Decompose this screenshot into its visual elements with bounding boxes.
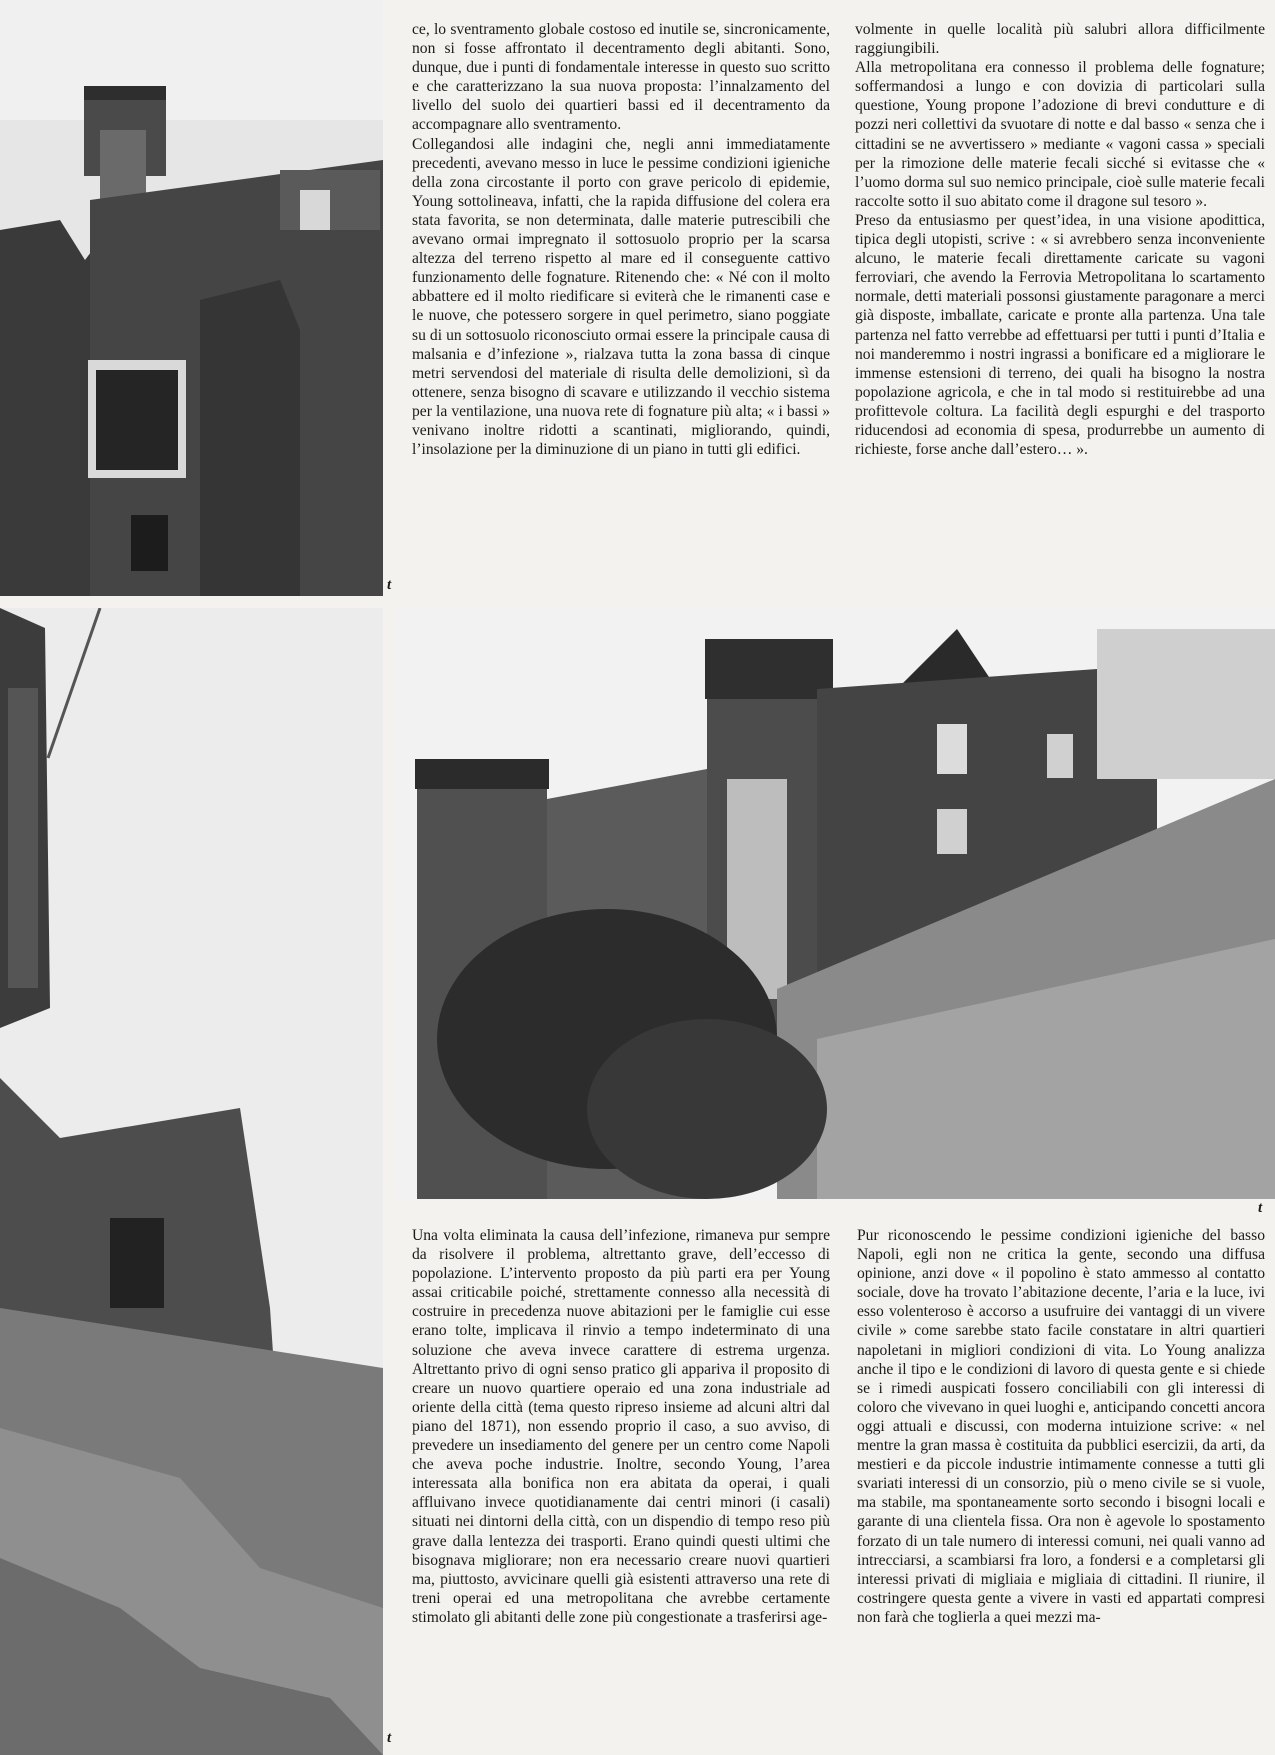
paragraph: Preso da entusiasmo per quest’idea, in una visione apodittica, tipica degli utopisti, scrive : « si avrebbero senza inconveniente alcuno, le materie fecali direttamente caricate su vagoni ferroviari, che avendo la Ferrovia Metropolitana lo scartamento normale, detti materiali possonsi giustamente paragonare a merci già disposte, imballate, caricate e pronte alla partenza. Una tale partenza nel fatto verrebbe ad effettuarsi per tutti i punti d’Italia e noi manderemmo i nostri ingrassi a bonificare ed a migliorare le immense estensioni di terreno, dei quali ha bisogno la nostra popolazione agricola, e che in tal modo si restituirebbe ad una profittevole coltura. La facilità degli espurghi e del trasporto riducendosi ad economia di spesa, produrrebbe un aumento di richieste, forse anche dall’estero… ». <box>855 211 1265 459</box>
castle-facade-photo <box>0 0 383 596</box>
photo-mark: t <box>1258 1200 1263 1216</box>
paragraph: Alla metropolitana era connesso il problema delle fognature; soffermandosi a lungo e con dovizia di particolari sulla questione, Young propone l’adozione di brevi condutture e di pozzi neri collettivi da svuotare di notte e dal basso « senza che i cittadini se ne avvertissero » mediante « vagoni cassa » speciali per la rimozione delle materie fecali sicché si evitasse che « l’uomo dorma sul suo nemico principale, cioè sulle materie fecali raccolte sotto il suo abitato come il dragone sul tesoro ». <box>855 59 1265 210</box>
paragraph: Collegandosi alle indagini che, negli anni immediatamente precedenti, avevano messo in luce le pessime condizioni igieniche della zona circostante il porto con grave pericolo di epidemie, Young sottolineava, infatti, che la rapida diffusione del colera era stata favorita, se non determinata, dalle materie putrescibili che avevano ormai impregnato il sottosuolo proprio per la scarsa altezza del terreno rispetto al mare ed il conseguente cattivo funzionamento delle fognature. Ritenendo che: « Né con il molto abbattere ed il molto riedificare si eviterà che le rimanenti case e le nuove, che potessero sorgere in quel perimetro, siano poggiate su di un sottosuolo riconosciuto ormai essere la principale causa di malsania e d’infezione », rialzava tutta la zona bassa di cinque metri servendosi del materiale di risulta delle demolizioni, sì da ottenere, senza bisogno di scavare e utilizzando il vecchio sistema per la ventilazione, una nuova rete di fognature più alta; « i bassi » venivano inoltre ridotti a scantinati, migliorando, quindi, l’insolazione per la diminuzione di un piano in tutti gli edifici. <box>412 135 830 459</box>
article-column-bottom-right <box>857 1226 1265 1627</box>
article-column-top-middle <box>412 20 830 459</box>
photo-mark: t <box>387 1730 392 1746</box>
paragraph: ce, lo sventramento globale costoso ed inutile se, sincronicamente, non si fosse affrontato il decentramento degli abitanti. Sono, dunque, due i punti di fondamentale interesse in questo suo scritto e che caratterizzano la sua nuova proposta: l’innalzamento del livello del suolo dei quartieri bassi ed il decentramento da accompagnare allo sventramento. <box>412 21 830 134</box>
castle-on-cliff-photo <box>0 608 383 1755</box>
article-column-top-right <box>855 20 1265 459</box>
paragraph: Una volta eliminata la causa dell’infezione, rimaneva pur sempre da risolvere il problema, altrettanto grave, dell’eccesso di popolazione. L’intervento proposto da più parti era per Young assai criticabile poiché, strettamente connesso alla necessità di costruire in precedenza nuove abitazioni per le famiglie cui esse erano tolte, implicava il rinvio a tempo indeterminato di una soluzione che aveva invece carattere di estrema urgenza. Altrettanto privo di ogni senso pratico gli appariva il proposito di creare un nuovo quartiere operaio ed una zona industriale ad oriente della città (tema questo ripreso insieme ad alcuni altri dal piano del 1871), non essendo proprio il caso, a suo avviso, di prevedere un insediamento del genere per un centro come Napoli che aveva poche industrie. Inoltre, secondo Young, l’area interessata alla bonifica non era abitata da operai, i quali affluivano invece quotidianamente dai centri minori (i casali) situati nei dintorni della città, con un dispendio di tempo reso più grave dalla lentezza dei trasporti. Erano quindi questi ultimi che bisognava migliorare; non era necessario creare nuovi quartieri ma, piuttosto, avvicinare quelli già esistenti attraverso una rete di treni operai ed una metropolitana che avrebbe certamente stimolato gli abitanti delle zone più congestionate a trasferirsi age- <box>412 1227 830 1626</box>
paragraph: Pur riconoscendo le pessime condizioni igieniche del basso Napoli, egli non ne critica la gente, secondo una diffusa opinione, anzi dove « il popolino è stato ammesso al contatto sociale, dove ha trovato l’abitazione decente, l’aria e la luce, ivi esso volenteroso è accorso a usufruire dei vantaggi di un vivere civile » come sarebbe stato facile constatare in altri quartieri napoletani in migliori condizioni di vita. Lo Young analizza anche il tipo e le condizioni di lavoro di questa gente e si chiede se i rimedi auspicati fossero conciliabili con gli interessi di coloro che vivevano in quei luoghi e, anticipando concetti ancora oggi attuali e discussi, con moderna intuizione scrive: « nel mentre la gran massa è costituita da pubblici esercizii, da arti, da mestieri e da piccole industrie intimamente connesse a tutti gli svariati interessi di un consorzio, più o meno civile se si vuole, ma stabile, ma spontaneamente sorto secondo i bisogni locali e garante di una clientela fissa. Ora non è agevole lo spostamento forzato di un tale numero di interessi comuni, nei quali vanno ad intrecciarsi, a scambiarsi fra loro, a fondersi e a completarsi gli interessi privati di migliaia e migliaia di cittadini. Il riunire, il costringere questa gente a vivere in vasti ed appartati compresi non farà che toglierla a quei mezzi ma- <box>857 1227 1265 1626</box>
article-column-bottom-middle <box>412 1226 830 1627</box>
castle-towers-photo <box>397 609 1275 1199</box>
photo-mark: t <box>387 577 392 593</box>
paragraph: volmente in quelle località più salubri allora difficilmente raggiungibili. <box>855 21 1265 58</box>
